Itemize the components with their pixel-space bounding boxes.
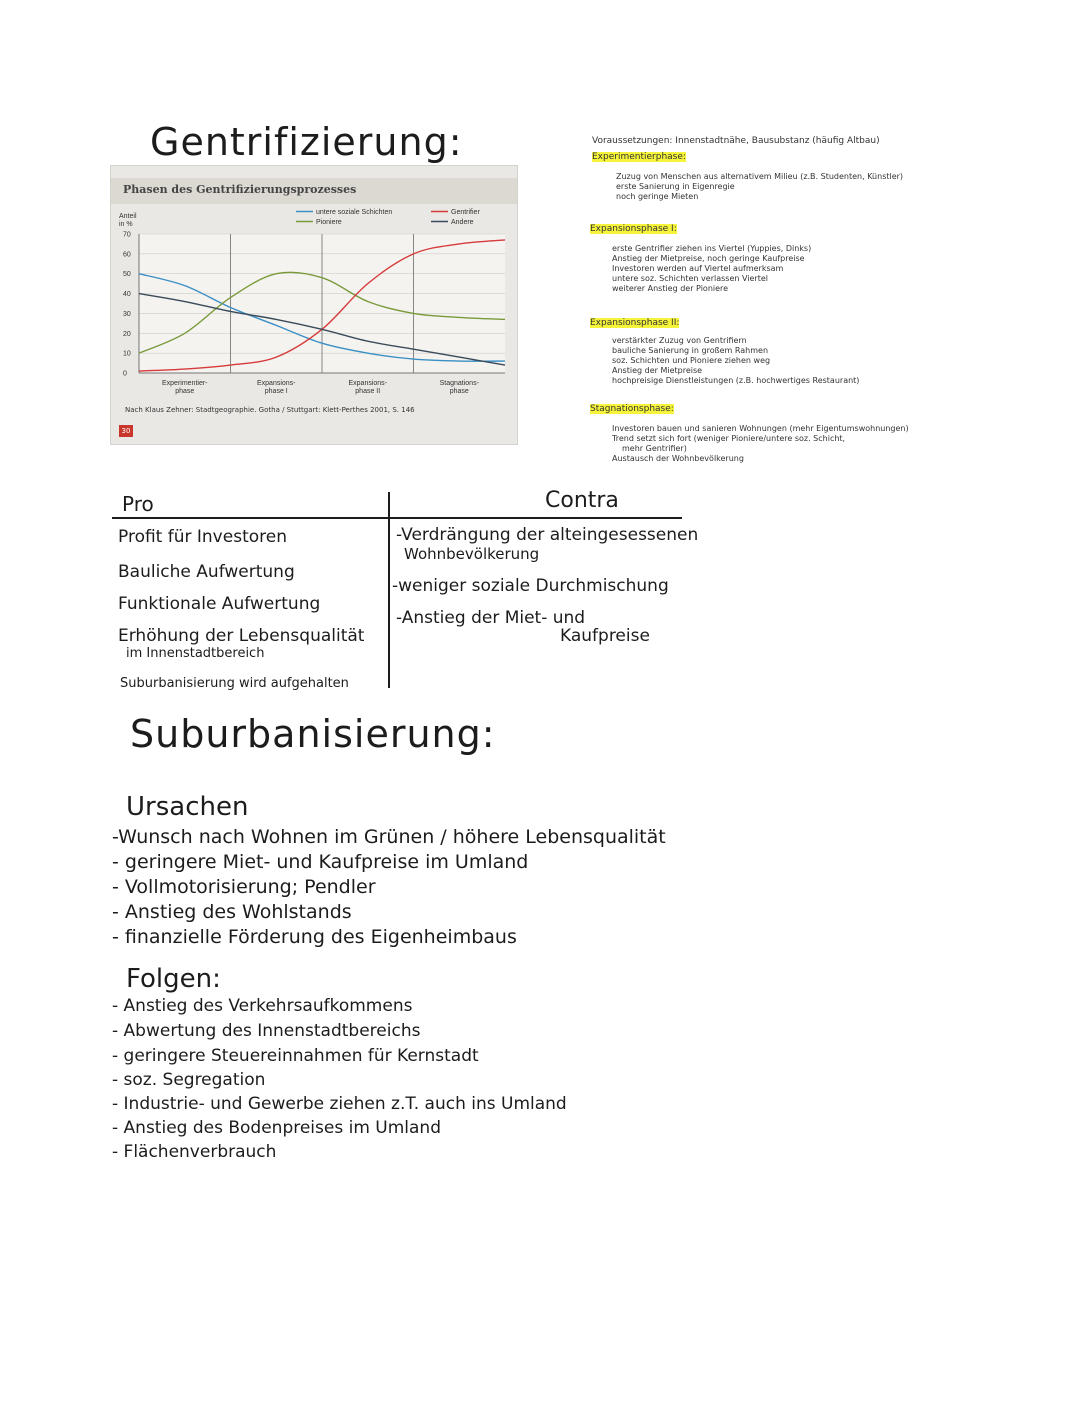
contra-item: Wohnbevölkerung xyxy=(404,545,540,563)
procontra-divider-vertical xyxy=(388,492,390,688)
pro-item: Erhöhung der Lebensqualität xyxy=(118,626,365,646)
x-category-label: Expansions- xyxy=(348,380,388,387)
folgen-item: - Anstieg des Verkehrsaufkommens xyxy=(112,996,413,1016)
ursachen-item: -Wunsch nach Wohnen im Grünen / höhere Lebensqualität xyxy=(112,826,666,848)
legend-label: untere soziale Schichten xyxy=(316,209,393,216)
x-category-label: phase xyxy=(175,388,195,395)
note-heading-experimentierphase: Experimentierphase: xyxy=(592,152,686,162)
note-item: erste Gentrifier ziehen ins Viertel (Yuppies, Dinks) xyxy=(612,244,812,253)
pro-item: Funktionale Aufwertung xyxy=(118,594,321,614)
x-category-label: Stagnations- xyxy=(439,380,479,387)
note-item: Anstieg der Mietpreise xyxy=(612,366,703,375)
note-item: hochpreisige Dienstleistungen (z.B. hochwertiges Restaurant) xyxy=(612,376,860,385)
folgen-item: - geringere Steuereinnahmen für Kernstadt xyxy=(112,1046,479,1066)
contra-item: -weniger soziale Durchmischung xyxy=(392,576,669,596)
ursachen-heading: Ursachen xyxy=(126,792,249,822)
pro-label: Pro xyxy=(122,492,154,516)
folgen-item: - soz. Segregation xyxy=(112,1070,266,1090)
pro-item: Profit für Investoren xyxy=(118,527,287,547)
note-heading-expansion1: Expansionsphase I: xyxy=(590,224,677,234)
contra-label: Contra xyxy=(545,488,619,513)
legend-label: Pioniere xyxy=(316,219,342,226)
note-item: Investoren werden auf Viertel aufmerksam xyxy=(612,264,784,273)
legend-label: Gentrifier xyxy=(451,209,480,216)
ursachen-item: - Vollmotorisierung; Pendler xyxy=(112,876,376,898)
procontra-divider-horizontal xyxy=(112,517,682,519)
note-item: mehr Gentrifier) xyxy=(622,444,687,453)
note-heading-expansion2: Expansionsphase II: xyxy=(590,318,680,328)
contra-item: -Verdrängung der alteingesessenen xyxy=(396,525,699,545)
y-tick-label: 10 xyxy=(123,350,131,358)
page-title: Gentrifizierung: xyxy=(150,120,463,164)
note-item: noch geringe Mieten xyxy=(616,192,699,201)
y-tick-label: 60 xyxy=(123,251,131,259)
y-axis-label: Anteil xyxy=(119,213,137,220)
note-heading-stagnation: Stagnationsphase: xyxy=(590,404,674,414)
chart-source: Nach Klaus Zehner: Stadtgeographie. Gotha / Stuttgart: Klett-Perthes 2001, S. 146 xyxy=(125,406,415,414)
chart-panel xyxy=(110,165,518,445)
note-item: Zuzug von Menschen aus alternativem Milieu (z.B. Studenten, Künstler) xyxy=(616,172,904,181)
ursachen-item: - finanzielle Förderung des Eigenheimbaus xyxy=(112,926,517,948)
contra-item: -Anstieg der Miet- und xyxy=(396,608,586,628)
contra-item: Kaufpreise xyxy=(560,626,650,646)
suburbanisierung-title: Suburbanisierung: xyxy=(130,712,496,756)
ursachen-item: - geringere Miet- und Kaufpreise im Umland xyxy=(112,851,529,873)
x-category-label: Experimentier- xyxy=(161,380,208,387)
x-category-label: phase I xyxy=(264,388,288,395)
note-item: verstärkter Zuzug von Gentrifiern xyxy=(612,336,747,345)
y-tick-label: 40 xyxy=(123,291,131,299)
folgen-item: - Flächenverbrauch xyxy=(112,1142,277,1162)
y-tick-label: 0 xyxy=(123,370,127,378)
note-item: weiterer Anstieg der Pioniere xyxy=(612,284,729,293)
folgen-item: - Industrie- und Gewerbe ziehen z.T. auch ins Umland xyxy=(112,1094,567,1114)
note-voraussetzungen: Voraussetzungen: Innenstadtnähe, Bausubstanz (häufig Altbau) xyxy=(592,136,880,146)
folgen-item: - Abwertung des Innenstadtbereichs xyxy=(112,1021,421,1041)
note-item: Austausch der Wohnbevölkerung xyxy=(612,454,744,463)
x-category-label: Expansions- xyxy=(256,380,296,387)
note-item: Trend setzt sich fort (weniger Pioniere/untere soz. Schicht, xyxy=(612,434,846,443)
y-axis-unit: in % xyxy=(119,221,133,228)
pro-item: Suburbanisierung wird aufgehalten xyxy=(120,676,349,691)
x-category-label: phase xyxy=(449,388,469,395)
folgen-item: - Anstieg des Bodenpreises im Umland xyxy=(112,1118,442,1138)
page-number-badge: 30 xyxy=(119,425,133,437)
note-item: untere soz. Schichten verlassen Viertel xyxy=(612,274,768,283)
note-item: soz. Schichten und Pioniere ziehen weg xyxy=(612,356,771,365)
gentrification-chart xyxy=(111,166,517,444)
folgen-heading: Folgen: xyxy=(126,964,221,994)
note-item: Anstieg der Mietpreise, noch geringe Kaufpreise xyxy=(612,254,805,263)
note-item: erste Sanierung in Eigenregie xyxy=(616,182,735,191)
y-tick-label: 30 xyxy=(123,310,131,318)
chart-title: Phasen des Gentrifizierungsprozesses xyxy=(123,183,357,196)
pro-item: im Innenstadtbereich xyxy=(126,646,265,661)
ursachen-item: - Anstieg des Wohlstands xyxy=(112,901,352,923)
x-category-label: phase II xyxy=(355,388,381,395)
y-tick-label: 70 xyxy=(123,231,131,239)
pro-item: Bauliche Aufwertung xyxy=(118,562,295,582)
y-tick-label: 20 xyxy=(123,330,131,338)
note-item: Investoren bauen und sanieren Wohnungen (mehr Eigentumswohnungen) xyxy=(612,424,909,433)
y-tick-label: 50 xyxy=(123,271,131,279)
legend-label: Andere xyxy=(451,219,474,226)
note-item: bauliche Sanierung in großem Rahmen xyxy=(612,346,769,355)
